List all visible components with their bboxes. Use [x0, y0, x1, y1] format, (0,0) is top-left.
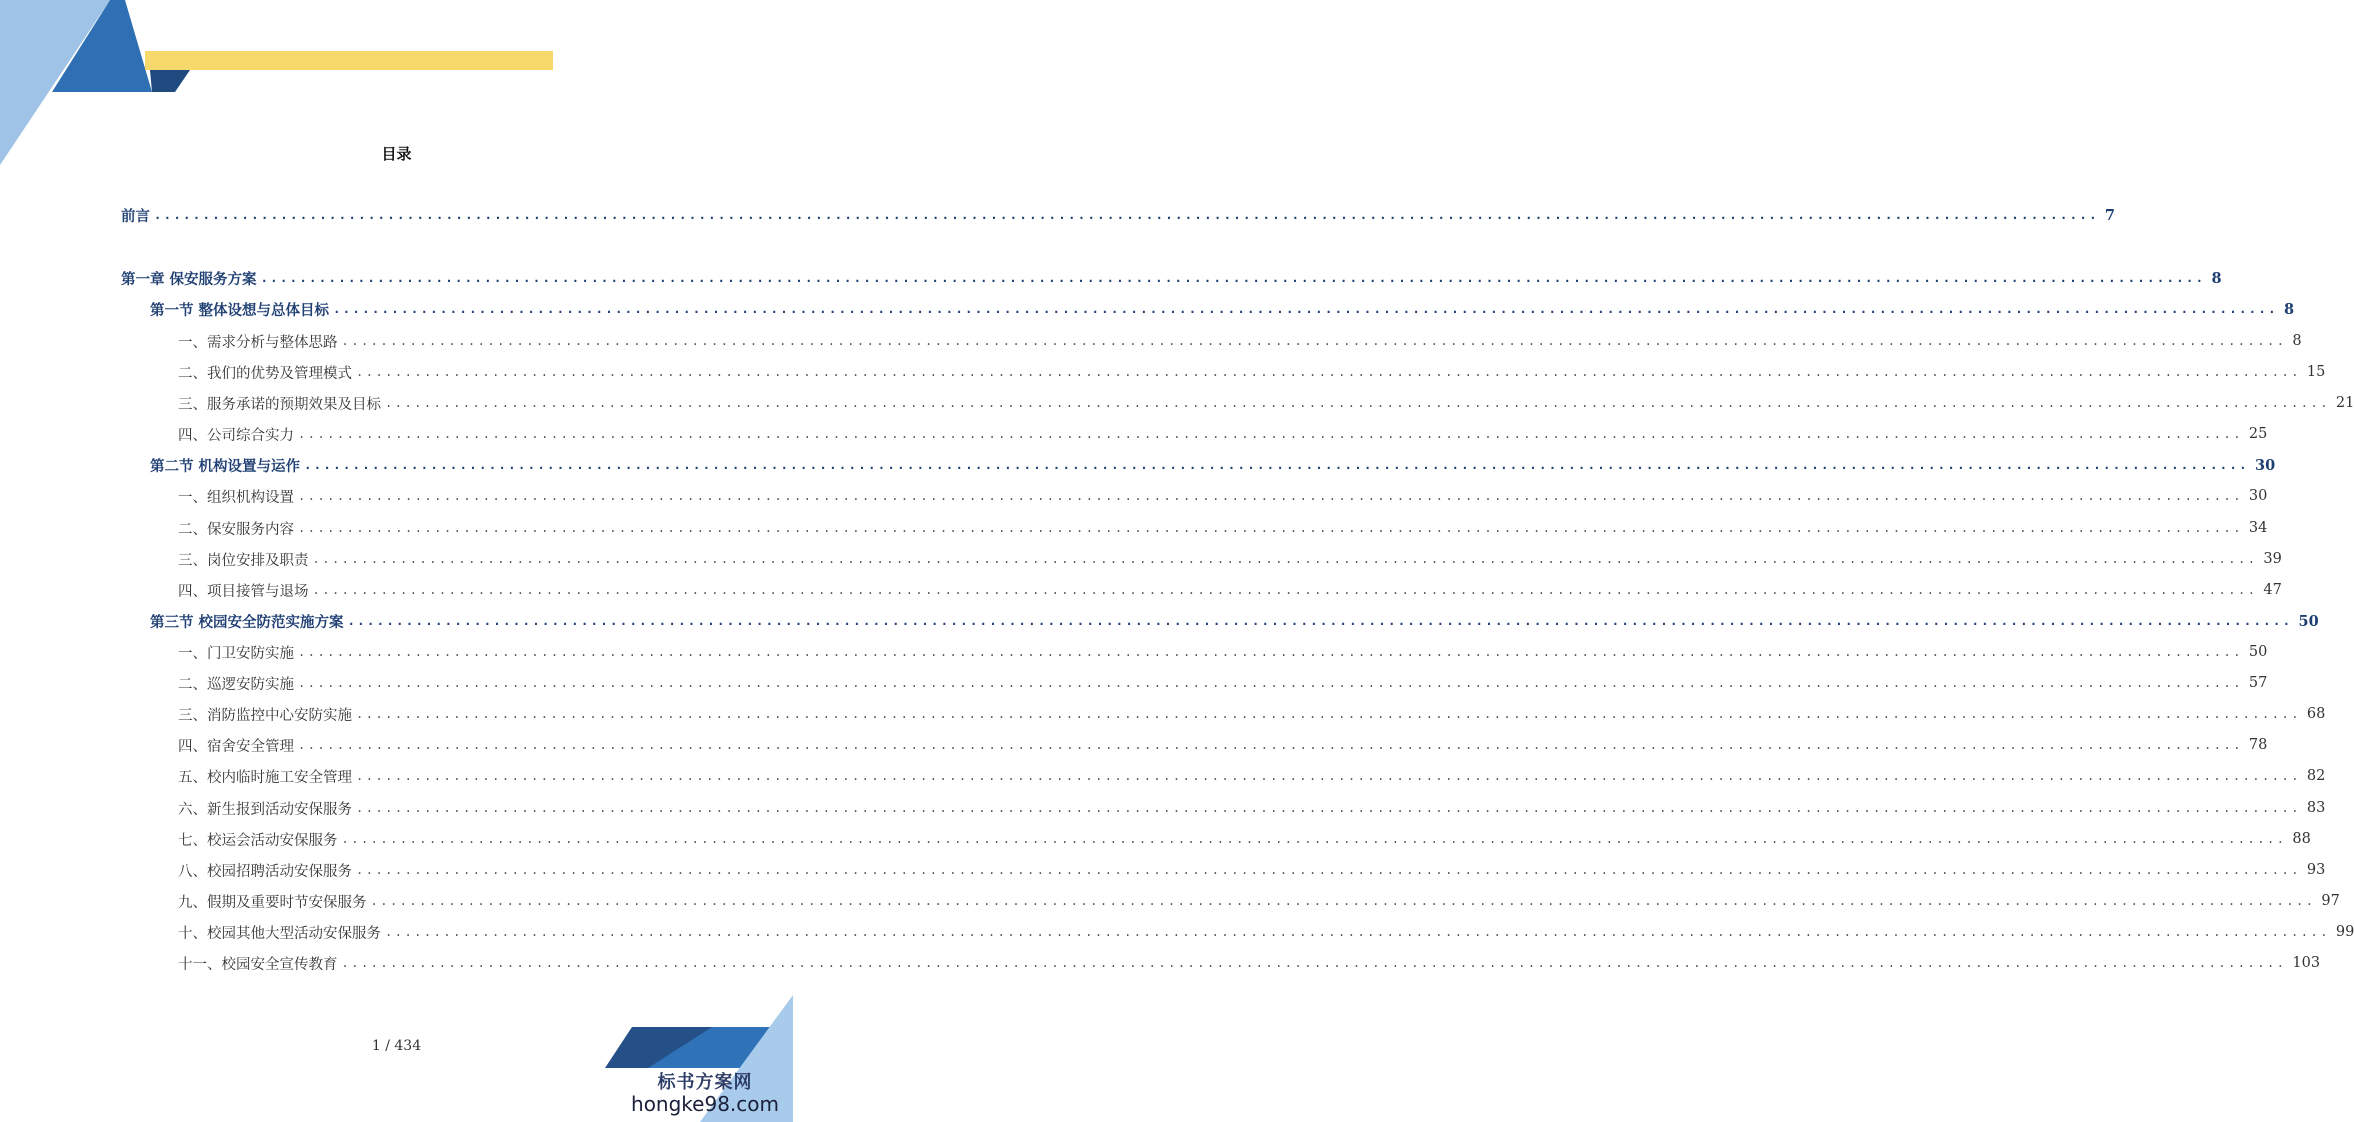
toc-leader-dots: ........................................................................................................................................................................................................: [356, 707, 2301, 721]
toc-leader-dots: ........................................................................................................................................................................................................: [341, 956, 2287, 970]
toc-entry-item[interactable]: [0, 641, 2268, 663]
watermark-cn: 标书方案网: [657, 1072, 753, 1093]
toc-entry-label: 二、巡逻安防实施: [178, 676, 294, 693]
toc-leader-dots: ........................................................................................................................................................................................................: [298, 676, 2243, 690]
toc-entry-label: 一、组织机构设置: [178, 489, 294, 506]
toc-entry-page: 34: [2248, 520, 2268, 536]
toc-entry-page: 68: [2306, 706, 2326, 722]
toc-entry-item[interactable]: [0, 859, 2326, 881]
toc-entry-page: 78: [2248, 737, 2268, 753]
toc-entry-page: 8: [2292, 333, 2302, 349]
toc-entry-label: 一、需求分析与整体思路: [178, 334, 338, 351]
toc-leader-dots: ........................................................................................................................................................................................................: [370, 894, 2316, 908]
toc-entry-label: 三、服务承诺的预期效果及目标: [178, 396, 381, 413]
toc-leader-dots: ........................................................................................................................................................................................................: [385, 396, 2330, 410]
toc-leader-dots: ........................................................................................................................................................................................................: [304, 458, 2249, 472]
toc-entry-label: 第一章 保安服务方案: [121, 270, 257, 288]
toc-leader-dots: ........................................................................................................................................................................................................: [312, 583, 2258, 597]
toc-entry-chapter[interactable]: [0, 204, 2116, 226]
toc-entry-label: 十一、校园安全宣传教育: [178, 956, 338, 973]
toc-entry-page: 8: [2283, 300, 2295, 318]
toc-entry-section[interactable]: [0, 610, 2319, 632]
toc-entry-item[interactable]: [0, 890, 2340, 912]
toc-entry-item[interactable]: [0, 579, 2282, 601]
toc-leader-dots: ........................................................................................................................................................................................................: [298, 645, 2243, 659]
page-title: 目录: [381, 145, 412, 163]
toc-entry-item[interactable]: [0, 952, 2321, 974]
top-left-navy-triangle: [150, 70, 190, 92]
toc-entry-item[interactable]: [0, 392, 2354, 414]
toc-entry-label: 二、我们的优势及管理模式: [178, 365, 352, 382]
toc-leader-dots: ........................................................................................................................................................................................................: [154, 208, 2099, 222]
toc-entry-page: 50: [2248, 644, 2268, 660]
toc-entry-page: 83: [2306, 800, 2326, 816]
top-yellow-bar: [145, 51, 553, 70]
toc-entry-label: 六、新生报到活动安保服务: [178, 801, 352, 818]
toc-entry-chapter[interactable]: [0, 267, 2222, 289]
toc-entry-label: 四、项目接管与退场: [178, 583, 309, 600]
toc-leader-dots: ........................................................................................................................................................................................................: [333, 302, 2278, 316]
toc-entry-page: 97: [2321, 893, 2340, 909]
toc-entry-section[interactable]: [0, 454, 2276, 476]
toc-entry-label: 前言: [121, 207, 150, 225]
toc-entry-item[interactable]: [0, 734, 2268, 756]
toc-entry-page: 25: [2248, 426, 2268, 442]
toc-entry-item[interactable]: [0, 672, 2268, 694]
toc-entry-label: 三、消防监控中心安防实施: [178, 707, 352, 724]
toc-leader-dots: ........................................................................................................................................................................................................: [347, 614, 2293, 628]
toc-entry-item[interactable]: [0, 330, 2302, 352]
toc-entry-page: 57: [2248, 675, 2268, 691]
toc-leader-dots: ........................................................................................................................................................................................................: [260, 271, 2206, 285]
toc-entry-item[interactable]: [0, 485, 2268, 507]
toc-entry-item[interactable]: [0, 517, 2268, 539]
toc-leader-dots: ........................................................................................................................................................................................................: [312, 552, 2258, 566]
toc-entry-page: 30: [2248, 488, 2268, 504]
toc-entry-section[interactable]: [0, 298, 2295, 320]
toc-entry-label: 九、假期及重要时节安保服务: [178, 894, 367, 911]
toc-leader-dots: ........................................................................................................................................................................................................: [356, 801, 2301, 815]
toc-leader-dots: ........................................................................................................................................................................................................: [356, 863, 2301, 877]
toc-entry-page: 21: [2335, 395, 2354, 411]
toc-leader-dots: ........................................................................................................................................................................................................: [356, 365, 2301, 379]
toc-entry-page: 30: [2254, 456, 2276, 474]
toc-entry-page: 93: [2306, 862, 2326, 878]
toc-entry-label: 二、保安服务内容: [178, 521, 294, 538]
page-indicator: 1 / 434: [371, 1038, 422, 1054]
toc-entry-label: 七、校运会活动安保服务: [178, 832, 338, 849]
toc-entry-page: 50: [2298, 612, 2319, 630]
toc-entry-item[interactable]: [0, 828, 2311, 850]
toc-entry-item[interactable]: [0, 423, 2268, 445]
toc-entry-label: 五、校内临时施工安全管理: [178, 769, 352, 786]
toc-entry-label: 四、宿舍安全管理: [178, 738, 294, 755]
toc-entry-page: 8: [2211, 269, 2222, 287]
toc-entry-page: 82: [2306, 768, 2326, 784]
toc-entry-item[interactable]: [0, 797, 2326, 819]
toc-leader-dots: ........................................................................................................................................................................................................: [341, 334, 2287, 348]
toc-entry-label: 第三节 校园安全防范实施方案: [150, 613, 344, 631]
toc-entry-label: 十、校园其他大型活动安保服务: [178, 925, 381, 942]
toc-leader-dots: ........................................................................................................................................................................................................: [356, 769, 2301, 783]
watermark: [631, 1068, 779, 1116]
toc-leader-dots: ........................................................................................................................................................................................................: [298, 521, 2243, 535]
toc-entry-item[interactable]: [0, 703, 2326, 725]
toc-entry-page: 99: [2335, 924, 2354, 940]
toc-entry-page: 103: [2292, 955, 2321, 971]
toc-entry-page: 7: [2104, 206, 2116, 224]
toc-leader-dots: ........................................................................................................................................................................................................: [385, 925, 2330, 939]
toc-leader-dots: ........................................................................................................................................................................................................: [298, 427, 2243, 441]
toc-entry-label: 第二节 机构设置与运作: [150, 457, 301, 475]
toc-entry-page: 88: [2292, 831, 2311, 847]
toc-entry-label: 一、门卫安防实施: [178, 645, 294, 662]
toc-leader-dots: ........................................................................................................................................................................................................: [298, 489, 2243, 503]
watermark-en: hongke98.com: [631, 1092, 779, 1116]
toc-entry-item[interactable]: [0, 765, 2326, 787]
toc-entry-page: 15: [2306, 364, 2326, 380]
toc-leader-dots: ........................................................................................................................................................................................................: [298, 738, 2243, 752]
toc-entry-label: 八、校园招聘活动安保服务: [178, 863, 352, 880]
toc-entry-label: 四、公司综合实力: [178, 427, 294, 444]
toc-entry-page: 47: [2263, 582, 2282, 598]
toc-entry-item[interactable]: [0, 548, 2282, 570]
toc-entry-page: 39: [2263, 551, 2282, 567]
toc-leader-dots: ........................................................................................................................................................................................................: [341, 832, 2287, 846]
toc-entry-label: 第一节 整体设想与总体目标: [150, 301, 330, 319]
toc-entry-label: 三、岗位安排及职责: [178, 552, 309, 569]
toc-entry-item[interactable]: [0, 921, 2354, 943]
toc-entry-item[interactable]: [0, 361, 2326, 383]
